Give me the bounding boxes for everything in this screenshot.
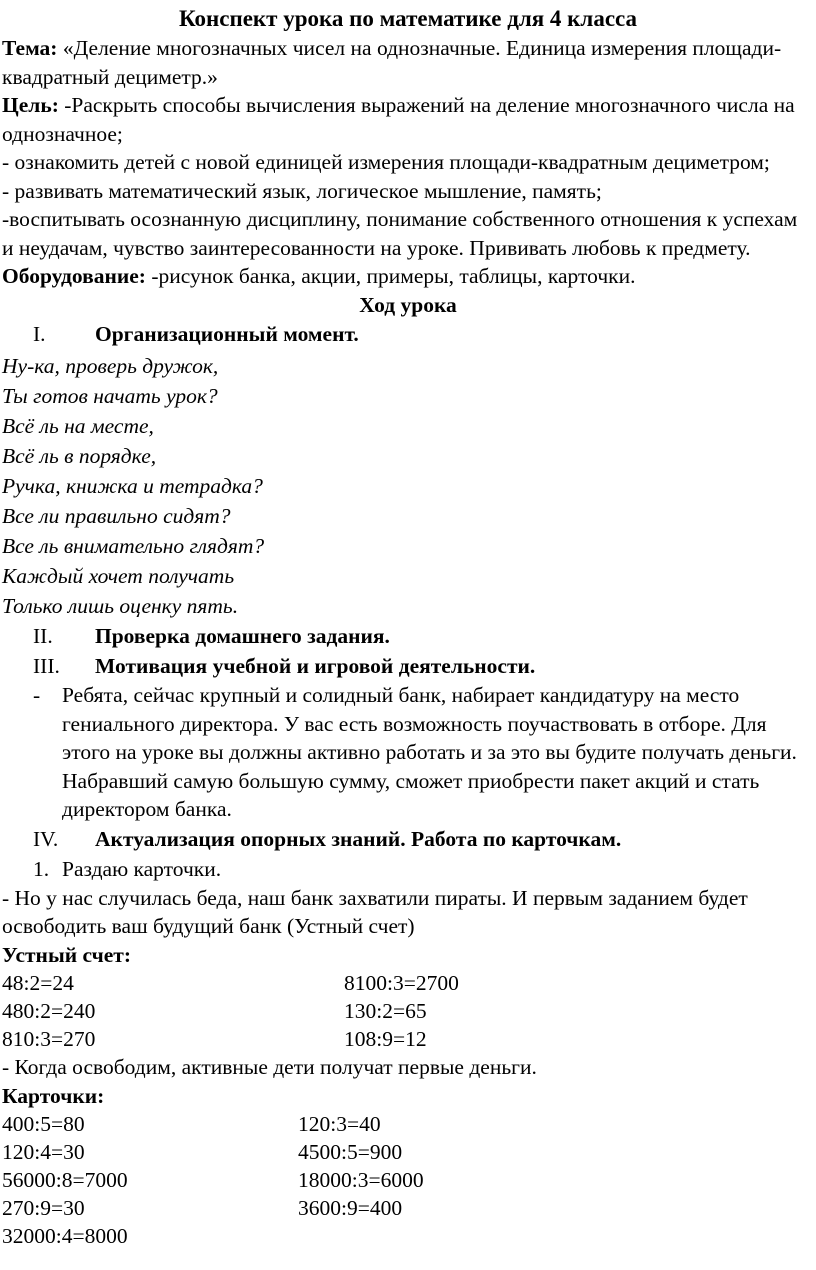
poem-line: Только лишь оценку пять. xyxy=(2,594,239,618)
poem-line: Все ли правильно сидят? xyxy=(2,504,231,528)
poem-line: Всё ль на месте, xyxy=(2,414,154,438)
cards-label: Карточки: xyxy=(2,1083,105,1108)
after-oral-paragraph: - Когда освободим, активные дети получат первые деньги. xyxy=(2,1055,537,1079)
course-heading: Ход урока xyxy=(359,292,457,317)
poem-line: Каждый хочет получать xyxy=(2,564,235,588)
poem-line: Ручка, книжка и тетрадка? xyxy=(2,474,263,498)
equipment-paragraph xyxy=(0,262,816,291)
item-number: 1. xyxy=(33,856,50,881)
document-title: Конспект урока по математике для 4 класса xyxy=(178,6,638,31)
poem-line: Ты готов начать урок? xyxy=(2,384,218,408)
table-row xyxy=(0,1222,816,1250)
example-cell: 48:2=24 xyxy=(2,971,74,995)
example-cell: 56000:8=7000 xyxy=(2,1168,128,1192)
section-heading xyxy=(0,824,816,854)
motivation-text: Ребята, сейчас крупный и солидный банк, набирает кандидатуру на место гениального директора. У вас есть возможность поучаствовать в отборе. Для этого на уроке вы должны активно работать и за это вы будите получать деньги. Набравший самую большую сумму, сможет приобрести пакет акций и стать директором банка. xyxy=(62,683,797,821)
motivation-item xyxy=(0,681,816,824)
section-label: Проверка домашнего задания. xyxy=(95,624,390,648)
example-cell: 810:3=270 xyxy=(2,1027,96,1051)
pirates-paragraph: - Но у нас случилась беда, наш банк захватили пираты. И первым заданием будет освободить ваш будущий банк (Устный счет) xyxy=(2,885,748,938)
goal-label: Цель: xyxy=(2,93,59,117)
example-cell: 4500:5=900 xyxy=(298,1140,403,1164)
table-row xyxy=(0,1110,816,1138)
poem-line: Все ль внимательно глядят? xyxy=(2,534,265,558)
table-row xyxy=(0,1138,816,1166)
goal-item: -воспитывать осознанную дисциплину, понимание собственного отношения к успехам и неудачам, чувство заинтересованности на уроке. Прививать любовь к предмету. xyxy=(2,207,798,260)
example-cell: 130:2=65 xyxy=(344,999,427,1023)
section-number: III. xyxy=(33,654,60,678)
poem-line: Ну-ка, проверь дружок, xyxy=(2,354,219,378)
topic-label: Тема: xyxy=(2,36,58,60)
item-text: Раздаю карточки. xyxy=(62,856,222,881)
goal-item: - ознакомить детей с новой единицей измерения площади-квадратным дециметром; xyxy=(2,150,770,174)
table-row xyxy=(0,997,816,1025)
poem xyxy=(0,351,816,621)
goal-paragraph xyxy=(0,91,816,148)
table-row xyxy=(0,969,816,997)
example-cell: 480:2=240 xyxy=(2,999,96,1023)
example-cell: 120:3=40 xyxy=(298,1112,381,1136)
goal-text: -Раскрыть способы вычисления выражений на деление многозначного числа на однозначное; xyxy=(2,93,795,146)
list-dash: - xyxy=(33,683,41,707)
table-row xyxy=(0,1025,816,1053)
example-cell: 18000:3=6000 xyxy=(298,1168,424,1192)
example-cell: 3600:9=400 xyxy=(298,1196,403,1220)
table-row xyxy=(0,1194,816,1222)
section-label: Организационный момент. xyxy=(95,322,359,346)
section-number: II. xyxy=(33,624,53,648)
section-heading xyxy=(0,651,816,681)
section-heading xyxy=(0,319,816,349)
poem-line: Всё ль в порядке, xyxy=(2,444,157,468)
section-number: I. xyxy=(33,322,46,346)
example-cell: 8100:3=2700 xyxy=(344,971,459,995)
topic-text: «Деление многозначных чисел на однозначные. Единица измерения площади-квадратный дециметр.» xyxy=(2,36,782,89)
numbered-item xyxy=(0,854,816,884)
example-cell: 400:5=80 xyxy=(2,1112,85,1136)
example-cell: 120:4=30 xyxy=(2,1140,85,1164)
goal-item: - развивать математический язык, логическое мышление, память; xyxy=(2,178,602,203)
topic-paragraph xyxy=(0,34,816,91)
equipment-label: Оборудование: xyxy=(2,264,146,288)
table-row xyxy=(0,1166,816,1194)
section-number: IV. xyxy=(33,826,59,851)
example-cell: 32000:4=8000 xyxy=(2,1224,128,1248)
example-cell: 108:9=12 xyxy=(344,1027,427,1051)
section-label: Мотивация учебной и игровой деятельности. xyxy=(95,654,536,678)
section-label: Актуализация опорных знаний. Работа по карточкам. xyxy=(95,826,622,851)
example-cell: 270:9=30 xyxy=(2,1196,85,1220)
equipment-text: -рисунок банка, акции, примеры, таблицы, карточки. xyxy=(145,264,636,288)
section-heading xyxy=(0,621,816,651)
oral-label: Устный счет: xyxy=(2,942,131,967)
